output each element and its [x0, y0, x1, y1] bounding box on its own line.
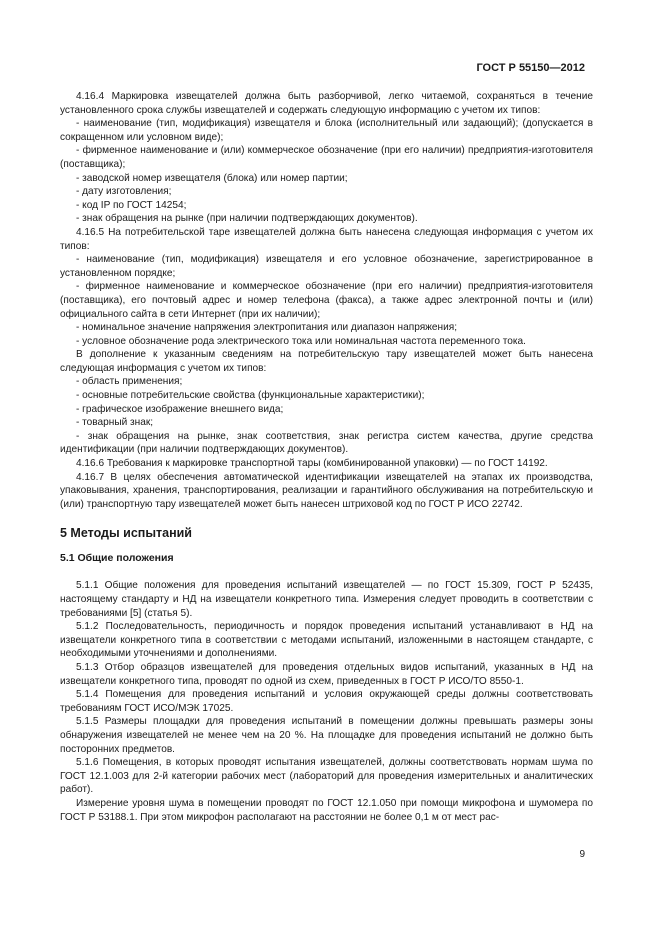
list-item: - фирменное наименование и (или) коммерческое обозначение (при его наличии) предприятия-изготовителя (поставщика);: [60, 145, 593, 170]
list-item: - наименование (тип, модификация) извещателя и блока (исполнительный или задающий); (допускается в сокращенном или условном виде);: [60, 118, 593, 143]
list-item: - заводской номер извещателя (блока) или номер партии;: [76, 172, 348, 184]
document-body: [60, 90, 593, 824]
section-title: 5 Методы испытаний: [60, 526, 192, 541]
list-item: - область применения;: [76, 376, 183, 388]
list-item: - номинальное значение напряжения электропитания или диапазон напряжения;: [76, 322, 458, 334]
clause-5-1-3: 5.1.3 Отбор образцов извещателей для проведения отдельных видов испытаний, указанных в НД на извещатели конкретного типа, проводят по одной из схем, приведенных в ГОСТ Р ИСО/ТО 8550-1.: [60, 661, 593, 687]
list-item: - товарный знак;: [76, 417, 154, 429]
clause-5-1-1: 5.1.1 Общие положения для проведения испытаний извещателей — по ГОСТ 15.309, ГОСТ Р 52435, настоящему стандарту и НД на извещатели конкретного типа. Измерения следует проводить в соответствии с требованиями [5] (статья 5).: [60, 580, 593, 619]
subsection-title: 5.1 Общие положения: [60, 552, 174, 565]
noise-measurement-paragraph: Измерение уровня шума в помещении проводят по ГОСТ 12.1.050 при помощи микрофона и шумомера по ГОСТ Р 53188.1. При этом микрофон располагают на расстоянии не более 0,1 м от мест рас-: [60, 797, 593, 823]
standard-code: ГОСТ Р 55150—2012: [476, 62, 585, 74]
page-number: 9: [579, 849, 585, 860]
clause-5-1-4: 5.1.4 Помещения для проведения испытаний и условия окружающей среды должны соответствовать требованиям ГОСТ ИСО/МЭК 17025.: [60, 689, 593, 714]
list-item: - код IP по ГОСТ 14254;: [76, 199, 187, 211]
clause-5-1-6: 5.1.6 Помещения, в которых проводят испытания извещателей, должны соответствовать нормам шума по ГОСТ 12.1.003 для 2-й категории рабочих мест (лабораторий для проведения измерительных и аналитических работ).: [60, 757, 593, 796]
list-item: - фирменное наименование и коммерческое обозначение (при его наличии) предприятия-изготовителя (поставщика), его почтовый адрес и номер телефона (факса), а также адрес электронной почты и (или) официального сайта в сети Интернет (при их наличии);: [60, 281, 593, 320]
list-item: - знак обращения на рынке (при наличии подтверждающих документов).: [76, 213, 418, 225]
list-item: - условное обозначение рода электрического тока или номинальная частота переменного тока.: [76, 335, 526, 347]
list-item: - дату изготовления;: [76, 186, 172, 198]
clause-4-16-6: 4.16.6 Требования к маркировке транспортной тары (комбинированной упаковки) — по ГОСТ 14192.: [76, 458, 548, 470]
list-item: - знак обращения на рынке, знак соответствия, знак регистра систем качества, другие средства идентификации (при наличии подтверждающих документов).: [60, 430, 593, 456]
clause-4-16-4: 4.16.4 Маркировка извещателей должна быть разборчивой, легко читаемой, сохраняться в течение установленного срока службы извещателей и содержать следующую информацию с учетом их типов:: [60, 91, 593, 116]
clause-4-16-7: 4.16.7 В целях обеспечения автоматической идентификации извещателей на этапах их производства, упаковывания, хранения, транспортирования, реализации и гарантийного обслуживания на потребительскую и (или) транспортную тару извещателей может быть нанесен штриховой код по ГОСТ Р ИСО 22742.: [60, 471, 593, 510]
clause-5-1-2: 5.1.2 Последовательность, периодичность и порядок проведения испытаний устанавливают в НД на извещатели конкретного типа в соответствии с методами испытаний, изложенными в настоящем стандарте, с необходимыми уточнениями и дополнениями.: [60, 621, 593, 660]
list-item: - наименование (тип, модификация) извещателя и его условное обозначение, зарегистрированное в установленном порядке;: [60, 254, 593, 279]
clause-5-1-5: 5.1.5 Размеры площадки для проведения испытаний в помещении должны превышать размеры зоны обнаружения извещателей не менее чем на 20 %. На площадке для проведения испытаний не должно быть посторонних предметов.: [60, 716, 593, 755]
list-item: - основные потребительские свойства (функциональные характеристики);: [76, 390, 425, 402]
list-item: - графическое изображение внешнего вида;: [76, 403, 284, 415]
clause-4-16-5: 4.16.5 На потребительской таре извещателей должна быть нанесена следующая информация с учетом их типов:: [60, 226, 593, 252]
additional-info-intro: В дополнение к указанным сведениям на потребительскую тару извещателей может быть нанесена следующая информация с учетом их типов:: [60, 349, 593, 374]
